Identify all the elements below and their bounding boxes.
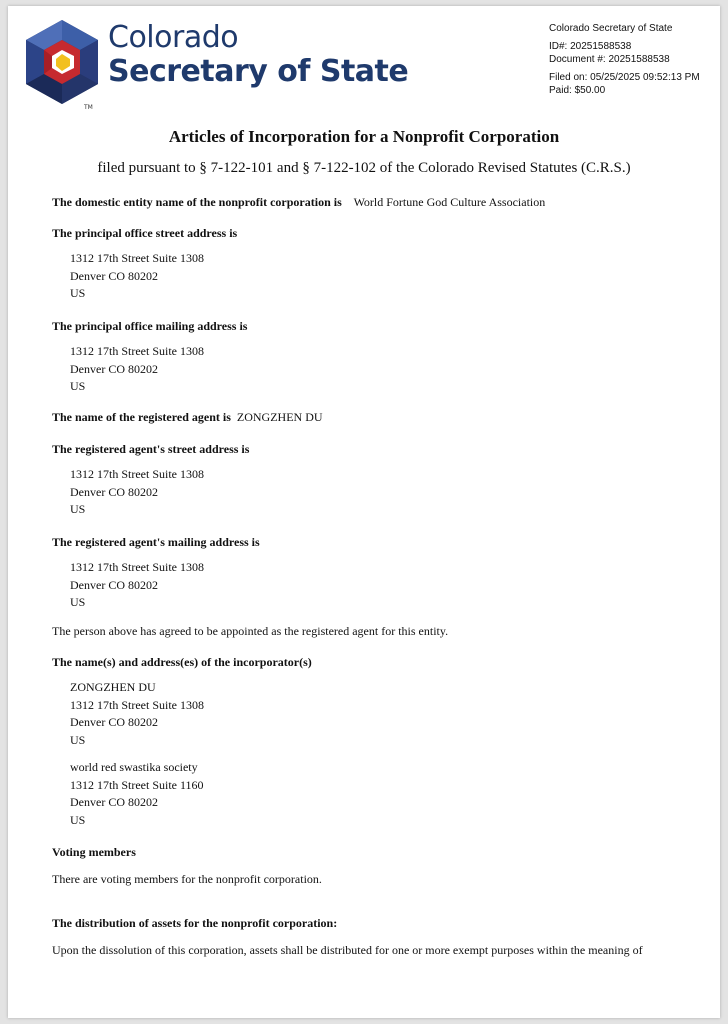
distribution-text: Upon the dissolution of this corporation, assets shall be distributed for one or more exempt purposes within the meaning of bbox=[52, 943, 643, 957]
filing-id: ID#: 20251588538 bbox=[549, 41, 632, 52]
distribution-label: The distribution of assets for the nonprofit corporation: bbox=[52, 916, 338, 930]
address-line: 1312 17th Street Suite 1308 bbox=[70, 560, 204, 574]
filing-paid: Paid: $50.00 bbox=[549, 85, 606, 96]
entity-name-label: The domestic entity name of the nonprofit corporation is bbox=[52, 195, 342, 209]
principal-mailing-address bbox=[70, 343, 204, 396]
trademark-mark: TM bbox=[84, 104, 93, 111]
address-line: US bbox=[70, 502, 86, 517]
incorporator-1 bbox=[70, 679, 204, 750]
principal-mailing-label: The principal office mailing address is bbox=[52, 319, 248, 333]
document-page bbox=[8, 6, 720, 1018]
incorporators-label: The name(s) and address(es) of the incorporator(s) bbox=[52, 655, 312, 669]
agent-name-row bbox=[52, 410, 323, 425]
agent-mailing-address bbox=[70, 559, 204, 612]
principal-street-label: The principal office street address is bbox=[52, 226, 238, 240]
colorado-sos-logo bbox=[22, 18, 409, 111]
address-line: Denver CO 80202 bbox=[70, 795, 158, 810]
filing-document-number: Document #: 20251588538 bbox=[549, 54, 670, 65]
address-line: US bbox=[70, 733, 86, 748]
entity-name-row bbox=[52, 195, 545, 210]
address-line: Denver CO 80202 bbox=[70, 577, 158, 592]
document-subtitle: filed pursuant to § 7-122-101 and § 7-122-102 of the Colorado Revised Statutes (C.R.S.) bbox=[97, 160, 631, 176]
agent-mailing-label: The registered agent's mailing address is bbox=[52, 535, 260, 549]
address-line: US bbox=[70, 813, 86, 828]
address-line: Denver CO 80202 bbox=[70, 268, 158, 283]
address-line: Denver CO 80202 bbox=[70, 484, 158, 499]
incorporator-name: ZONGZHEN DU bbox=[70, 680, 156, 694]
address-line: US bbox=[70, 595, 86, 610]
entity-name-value: World Fortune God Culture Association bbox=[353, 195, 546, 209]
agent-street-address bbox=[70, 466, 204, 519]
logo-text-colorado: Colorado bbox=[108, 20, 239, 55]
address-line: US bbox=[70, 379, 86, 394]
filing-info bbox=[549, 22, 714, 97]
filing-office: Colorado Secretary of State bbox=[549, 23, 673, 34]
agent-street-label: The registered agent's street address is bbox=[52, 442, 250, 456]
agent-name-label: The name of the registered agent is bbox=[52, 410, 231, 424]
filing-date: Filed on: 05/25/2025 09:52:13 PM bbox=[549, 72, 700, 83]
incorporator-2 bbox=[70, 759, 204, 830]
voting-members-label: Voting members bbox=[52, 845, 136, 859]
address-line: 1312 17th Street Suite 1308 bbox=[70, 251, 204, 265]
agent-name-value: ZONGZHEN DU bbox=[236, 410, 323, 424]
principal-street-address bbox=[70, 250, 204, 303]
address-line: 1312 17th Street Suite 1160 bbox=[70, 777, 204, 792]
agent-consent-text: The person above has agreed to be appointed as the registered agent for this entity. bbox=[52, 624, 449, 638]
address-line: US bbox=[70, 286, 86, 301]
address-line: 1312 17th Street Suite 1308 bbox=[70, 697, 204, 712]
address-line: 1312 17th Street Suite 1308 bbox=[70, 344, 204, 358]
colorado-hexagon-logo-icon bbox=[22, 18, 102, 106]
logo-text-secretary-of-state: Secretary of State bbox=[108, 54, 409, 89]
address-line: Denver CO 80202 bbox=[70, 715, 158, 730]
incorporator-name: world red swastika society bbox=[70, 760, 198, 774]
address-line: 1312 17th Street Suite 1308 bbox=[70, 467, 204, 481]
address-line: Denver CO 80202 bbox=[70, 361, 158, 376]
voting-members-text: There are voting members for the nonprofit corporation. bbox=[52, 872, 322, 886]
document-title: Articles of Incorporation for a Nonprofit Corporation bbox=[168, 127, 560, 146]
